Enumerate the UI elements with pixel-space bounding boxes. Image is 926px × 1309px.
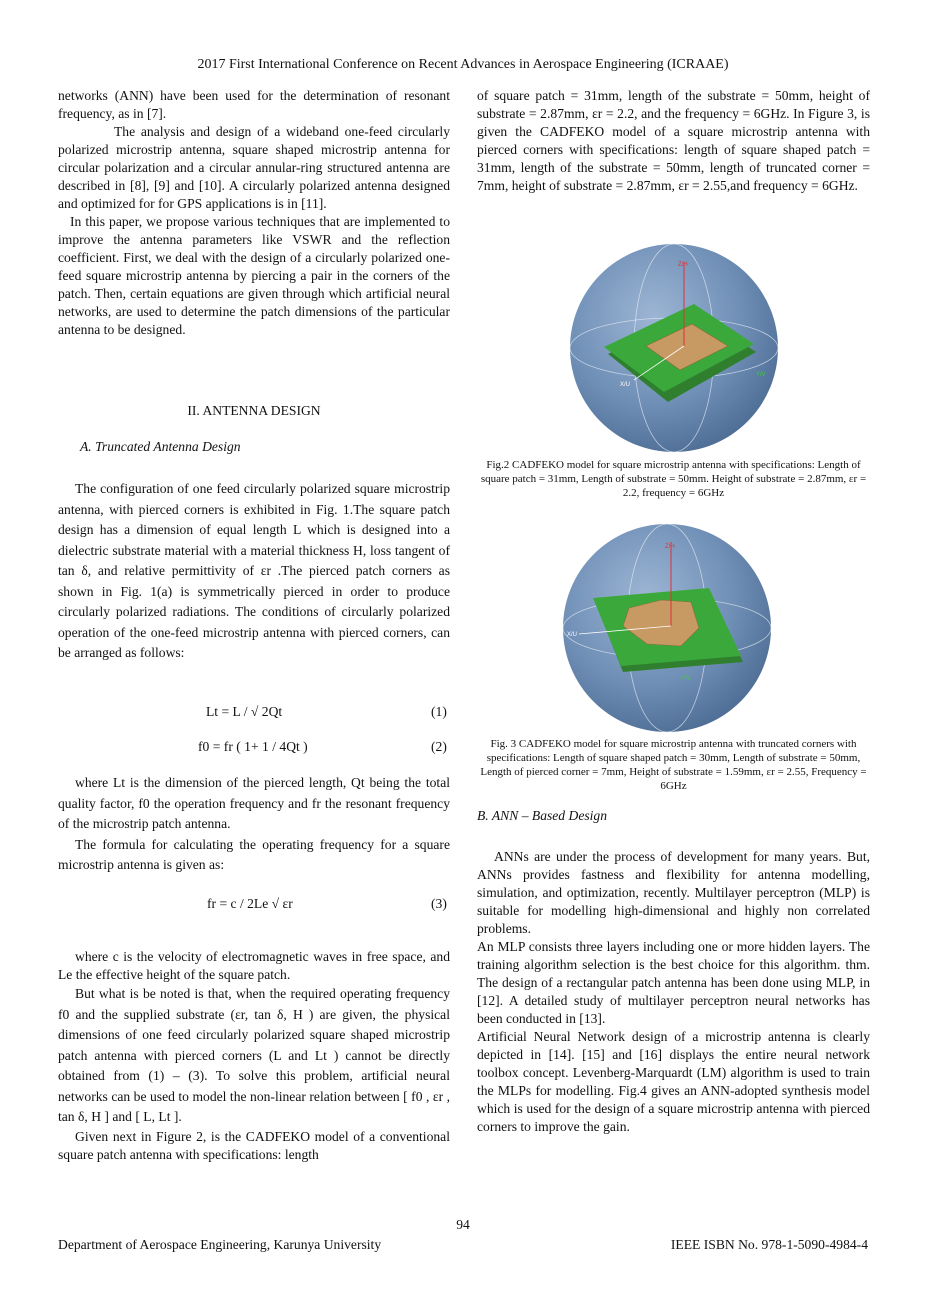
- paragraph: But what is be noted is that, when the required operating frequency f0 and the supplied substrate (εr, tan δ, H ) are given, the physical dimensions of one feed circularly polarized square shaped microstrip patch antenna with pierced corners (L and Lt ) cannot be directly obtained from (1) – (3). To solve this problem, artificial neural networks can be used to model the non-linear relation between [ f0 , εr , tan δ, H ] and [ L, Lt ].: [58, 986, 450, 1124]
- subsection-heading: A. Truncated Antenna Design: [80, 439, 241, 454]
- figure-2-caption: Fig.2 CADFEKO model for square microstrip antenna with specifications: Length of square patch = 31mm, Length of substrate = 50mm. Height of substrate = 2.87mm, εr = 2.2, frequency = 6GHz: [480, 459, 867, 499]
- paragraph: In this paper, we propose various techniques that are implemented to improve the antenna parameters like VSWR and the reflection coefficient. First, we deal with the design of a circularly polarized one-feed square microstrip antenna by piercing a pair in the corners of the patch. Then, certain equations are given through which artificial neural networks, are used to determine the patch dimensions of the particular antenna to be designed.: [58, 214, 450, 337]
- axis-label-z: Z/H: [665, 544, 675, 550]
- paragraph: of square patch = 31mm, length of the substrate = 50mm, height of substrate = 2.87mm, εr = 2.2, and the frequency = 6GHz. In Figure 3, is given the CADFEKO model of a square microstrip antenna with pierced corners with specifications: length of square shaped patch = 31mm, length of the substrate = 50mm, length of truncated corner = 7mm, height of substrate = 2.87mm, εr = 2.55,and frequency = 6GHz.: [477, 88, 870, 193]
- conference-header: 2017 First International Conference on Recent Advances in Aerospace Engineering (ICRAAE): [197, 57, 729, 72]
- figure-3: [561, 522, 773, 734]
- right-body: [477, 848, 870, 1136]
- equation-number: (3): [431, 896, 447, 911]
- figure-3-caption: Fig. 3 CADFEKO model for square microstrip antenna with truncated corners with specifications: Length of square shaped patch = 30mm, Length of substrate = 50mm, Length of pierced corner = 7mm, Height of substrate = 1.59mm, εr = 2.55, Frequency = 6GHz: [480, 738, 867, 792]
- equation-1: Lt = L / √ 2Qt: [206, 704, 283, 719]
- paragraph: where Lt is the dimension of the pierced length, Qt being the total quality factor, f0 the operation frequency and fr the resonant frequency of the microstrip patch antenna.: [58, 775, 450, 831]
- paragraph: [58, 773, 450, 876]
- right-intro: [477, 87, 870, 195]
- axis-label-y: Y/V: [681, 676, 691, 682]
- footer-department: Department of Aerospace Engineering, Karunya University: [58, 1237, 382, 1252]
- axis-label-y: Y/V: [756, 372, 766, 378]
- equation-3: fr = c / 2Le √ εr: [207, 896, 293, 911]
- paragraph: networks (ANN) have been used for the determination of resonant frequency, as in [7].: [58, 88, 450, 121]
- paragraph: where c is the velocity of electromagnetic waves in free space, and Le the effective height of the square patch.: [58, 949, 450, 982]
- axis-label-z: Z/H: [678, 262, 688, 268]
- paragraph: The analysis and design of a wideband one-feed circularly polarized microstrip antenna, square shaped microstrip antenna for circular polarization and a circular annular-ring structured antenna are described in [8], [9] and [10]. A circularly polarized antenna designed and optimized for for GPS applications is in [11].: [58, 124, 450, 211]
- page-number: 94: [456, 1217, 470, 1232]
- section-heading: II. ANTENNA DESIGN: [187, 403, 321, 418]
- axis-label-x: X/U: [567, 632, 578, 638]
- equation-number: (2): [431, 739, 447, 754]
- footer-isbn: IEEE ISBN No. 978-1-5090-4984-4: [670, 1237, 868, 1252]
- paragraph: The formula for calculating the operating frequency for a square microstrip antenna is given as:: [58, 836, 450, 872]
- axis-label-x: X/U: [620, 382, 631, 388]
- subsection-heading: B. ANN – Based Design: [477, 808, 608, 823]
- left-intro: [58, 87, 450, 339]
- paragraph: Artificial Neural Network design of a microstrip antenna is clearly depicted in [14]. [15] and [16] displays the entire neural network toolbox concept. Levenberg-Marquardt (LM) algorithm is used to train the MLPs for modelling. Fig.4 gives an ANN-adopted synthesis model which is used for the design of a square microstrip antenna with pierced corners to improve the gain.: [477, 1029, 870, 1134]
- equation-number: (1): [431, 704, 447, 719]
- paragraph: [58, 479, 450, 664]
- left-body: [58, 948, 450, 1164]
- paragraph: The configuration of one feed circularly polarized square microstrip antenna, with pierced corners is exhibited in Fig. 1.The square patch design has a dimension of equal length L which is designed into a dielectric substrate material with a material thickness H, loss tangent of tan δ, and relative permittivity of εr .The pierced patch corners as shown in Fig. 1(a) is symmetrically pierced in order to produce circularly polarized radiations. The conditions of circularly polarized operation of the one-feed microstrip antenna with pierced corners, can be arranged as follows:: [58, 481, 450, 660]
- paragraph: Given next in Figure 2, is the CADFEKO model of a conventional square patch antenna with specifications: length: [58, 1128, 450, 1162]
- paragraph: An MLP consists three layers including one or more hidden layers. The training algorithm selection is the best choice for this algorithm. thm. The design of a rectangular patch antenna has been done using MLP, in [12]. A detailed study of multilayer perceptron neural networks has been conducted in [13].: [477, 939, 870, 1026]
- paragraph: ANNs are under the process of development for many years. But, ANNs provides fastness and flexibility for antenna modelling, simulation, and optimization, recently. Multilayer perceptron (MLP) is suitable for modelling high-dimensional and highly non correlated problems.: [477, 849, 870, 936]
- equation-2: f0 = fr ( 1+ 1 / 4Qt ): [198, 739, 308, 754]
- figure-2: [568, 242, 780, 454]
